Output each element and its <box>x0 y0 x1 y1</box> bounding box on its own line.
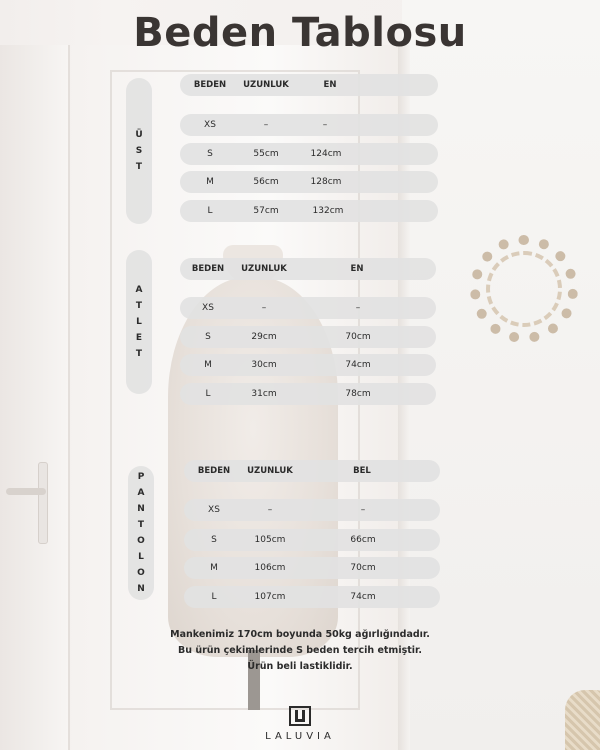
side-label-char: L <box>136 317 142 327</box>
size-cell: XS <box>208 505 220 515</box>
size-cell: M <box>204 360 212 370</box>
table-row <box>184 586 440 608</box>
header-en: EN <box>350 264 364 274</box>
header-uzunluk: UZUNLUK <box>247 466 293 476</box>
table-header-row <box>180 258 436 280</box>
width-cell: 124cm <box>310 149 342 159</box>
length-cell: – <box>267 505 273 515</box>
waist-cell: 66cm <box>350 535 376 545</box>
size-cell: S <box>205 332 211 342</box>
header-bel: BEL <box>353 466 371 476</box>
table-row <box>180 143 438 165</box>
side-label-char: A <box>135 285 143 295</box>
size-choice-note: Bu ürün çekimlerinde S beden tercih etmiştir. <box>178 645 422 656</box>
size-cell: L <box>205 389 211 399</box>
side-label-atlet <box>126 250 152 394</box>
table-row <box>184 557 440 579</box>
length-cell: 57cm <box>253 206 279 216</box>
waist-cell: – <box>360 505 366 515</box>
width-cell: 128cm <box>310 177 342 187</box>
side-label-char: S <box>135 146 143 156</box>
length-cell: 30cm <box>251 360 277 370</box>
length-cell: 107cm <box>254 592 286 602</box>
width-cell: 132cm <box>312 206 344 216</box>
width-cell: 74cm <box>345 360 371 370</box>
side-label-char: P <box>137 472 145 482</box>
brand-name: LALUVIA <box>265 731 335 742</box>
length-cell: 55cm <box>253 149 279 159</box>
length-cell: – <box>261 303 267 313</box>
table-row <box>180 114 438 136</box>
table-header-row <box>180 74 438 96</box>
side-label-char: A <box>137 488 145 498</box>
side-label-char: T <box>135 349 143 359</box>
table-row <box>180 354 436 376</box>
header-beden: BEDEN <box>193 80 227 90</box>
header-uzunluk: UZUNLUK <box>243 80 289 90</box>
size-cell: M <box>210 563 218 573</box>
size-cell: XS <box>204 120 216 130</box>
side-label-char: L <box>138 552 144 562</box>
size-cell: M <box>206 177 214 187</box>
door-handle <box>6 488 46 495</box>
header-uzunluk: UZUNLUK <box>241 264 287 274</box>
door-handle-plate <box>38 462 48 544</box>
side-label-ust <box>126 78 152 224</box>
page-title: Beden Tablosu <box>133 10 467 56</box>
width-cell: – <box>355 303 361 313</box>
waist-cell: 74cm <box>350 592 376 602</box>
side-label-char: T <box>135 162 143 172</box>
laluvia-logo-icon <box>289 706 311 726</box>
table-row <box>180 326 436 348</box>
size-cell: S <box>211 535 217 545</box>
table-row <box>180 383 436 405</box>
side-label-char: T <box>135 301 143 311</box>
waist-note: Ürün beli lastiklidir. <box>247 661 353 672</box>
table-row <box>180 171 438 193</box>
header-en: EN <box>323 80 337 90</box>
table-row <box>180 297 436 319</box>
table-row <box>180 200 438 222</box>
size-cell: S <box>207 149 213 159</box>
width-cell: 78cm <box>345 389 371 399</box>
size-cell: XS <box>202 303 214 313</box>
length-cell: – <box>263 120 269 130</box>
dried-flower-wreath <box>470 235 578 343</box>
length-cell: 29cm <box>251 332 277 342</box>
side-label-char: O <box>137 536 145 546</box>
table-header-row <box>184 460 440 482</box>
length-cell: 105cm <box>254 535 286 545</box>
waist-cell: 70cm <box>350 563 376 573</box>
side-label-char: N <box>137 584 145 594</box>
length-cell: 106cm <box>254 563 286 573</box>
side-label-pantolon <box>128 466 154 600</box>
table-row <box>184 529 440 551</box>
width-cell: – <box>322 120 328 130</box>
model-info-note: Mankenimiz 170cm boyunda 50kg ağırlığındadır. <box>170 629 430 640</box>
side-label-char: O <box>137 568 145 578</box>
side-label-char: E <box>135 333 143 343</box>
length-cell: 31cm <box>251 389 277 399</box>
length-cell: 56cm <box>253 177 279 187</box>
table-row <box>184 499 440 521</box>
side-label-char: Ü <box>135 130 143 140</box>
size-cell: L <box>207 206 213 216</box>
header-beden: BEDEN <box>191 264 225 274</box>
side-label-char: T <box>137 520 145 530</box>
width-cell: 70cm <box>345 332 371 342</box>
door-frame <box>0 45 70 750</box>
side-label-char: N <box>137 504 145 514</box>
size-cell: L <box>211 592 217 602</box>
header-beden: BEDEN <box>197 466 231 476</box>
